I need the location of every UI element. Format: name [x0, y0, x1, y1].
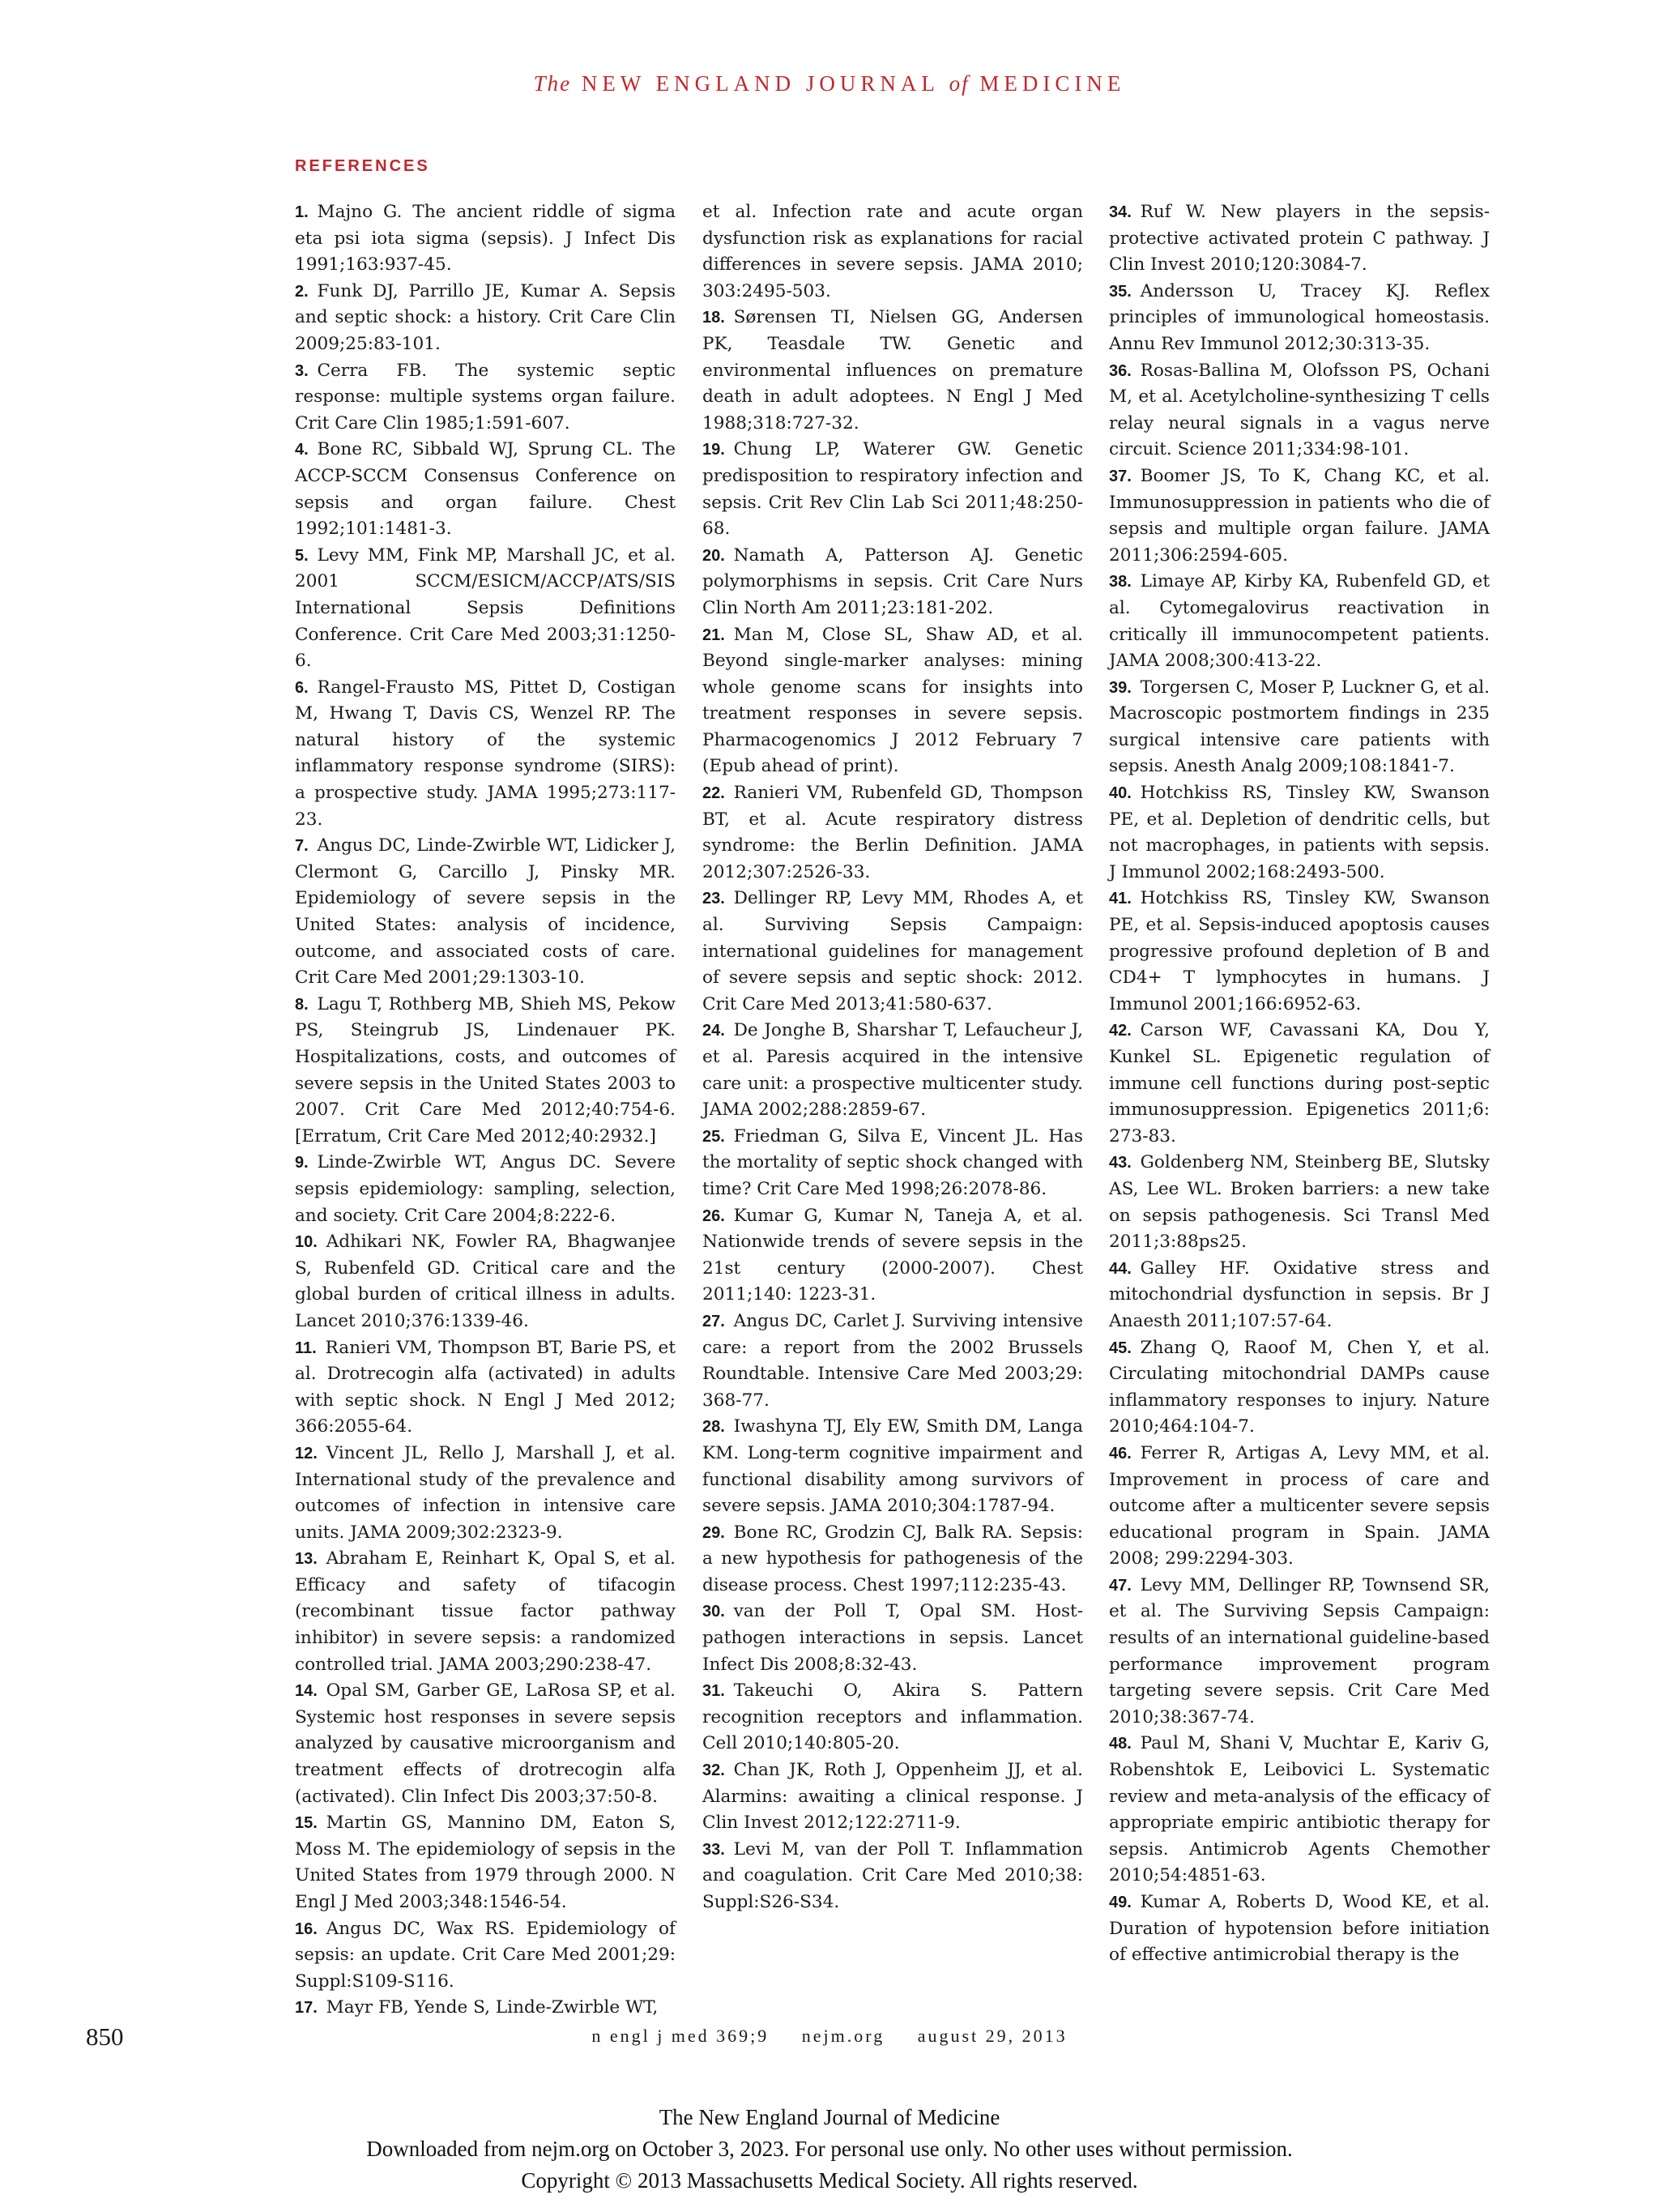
- reference-number: 39.: [1109, 678, 1132, 697]
- reference-text: Boomer JS, To K, Chang KC, et al. Immunosuppression in patients who die of sepsis and multiple organ failure. JAMA 2011;306:2594-605.: [1109, 465, 1490, 566]
- reference-text: Bone RC, Grodzin CJ, Balk RA. Sepsis: a new hypothesis for pathogenesis of the disease process. Chest 1997;112:235-43.: [702, 1522, 1083, 1595]
- reference-entry: [295, 992, 676, 1151]
- reference-text: Dellinger RP, Levy MM, Rhodes A, et al. Surviving Sepsis Campaign: international guidelines for management of severe sepsis and septic shock: 2012. Crit Care Med 2013;41:580-637.: [702, 888, 1083, 1014]
- reference-entry: [295, 1150, 676, 1229]
- reference-entry: [1109, 1441, 1490, 1573]
- reference-entry: [1109, 279, 1490, 358]
- reference-number: 1.: [295, 203, 309, 221]
- reference-text: Martin GS, Mannino DM, Eaton S, Moss M. The epidemiology of sepsis in the United States from 1979 through 2000. N Engl J Med 2003;348:1546-54.: [295, 1813, 676, 1912]
- reference-text: Rosas-Ballina M, Olofsson PS, Ochani M, et al. Acetylcholine-synthesizing T cells relay neural signals in a vagus nerve circuit. Science 2011;334:98-101.: [1109, 360, 1490, 460]
- reference-entry: [295, 1335, 676, 1441]
- references-heading: REFERENCES: [295, 157, 430, 175]
- reference-text: et al. Infection rate and acute organ dysfunction risk as explanations for racial differences in severe sepsis. JAMA 2010; 303:2495-503.: [702, 202, 1083, 301]
- reference-entry: [295, 1678, 676, 1810]
- reference-text: Bone RC, Sibbald WJ, Sprung CL. The ACCP-SCCM Consensus Conference on sepsis and organ failure. Chest 1992;101:1481-3.: [295, 439, 676, 540]
- download-copyright-line: Copyright © 2013 Massachusetts Medical Society. All rights reserved.: [521, 2168, 1138, 2193]
- reference-number: 6.: [295, 678, 309, 697]
- reference-number: 18.: [702, 309, 725, 327]
- reference-text: Chung LP, Waterer GW. Genetic predisposition to respiratory infection and sepsis. Crit Rev Clin Lab Sci 2011;48:250-68.: [702, 439, 1083, 540]
- reference-number: 21.: [702, 626, 725, 644]
- reference-entry: [295, 675, 676, 834]
- reference-number: 35.: [1109, 282, 1132, 301]
- reference-number: 34.: [1109, 203, 1132, 221]
- reference-entry: [702, 1018, 1083, 1123]
- journal-header-name-b: MEDICINE: [979, 71, 1126, 96]
- reference-entry: [1109, 358, 1490, 463]
- reference-number: 28.: [702, 1418, 725, 1437]
- reference-text: Man M, Close SL, Shaw AD, et al. Beyond single-marker analyses: mining whole genome scans for insights into treatment responses in severe sepsis. Pharmacogenomics J 2012 February 7 (Epub ahead of print).: [702, 624, 1083, 777]
- reference-number: 25.: [702, 1127, 725, 1146]
- reference-entry: [702, 780, 1083, 886]
- footer-citation-line: [0, 2026, 1659, 2047]
- reference-text: Ferrer R, Artigas A, Levy MM, et al. Improvement in process of care and outcome after a multicenter severe sepsis educational program in Spain. JAMA 2008; 299:2294-303.: [1109, 1442, 1490, 1569]
- reference-text: Majno G. The ancient riddle of sigma eta psi iota sigma (sepsis). J Infect Dis 1991;163:937-45.: [295, 202, 676, 275]
- reference-number: 5.: [295, 546, 309, 565]
- reference-text: Paul M, Shani V, Muchtar E, Kariv G, Robenshtok E, Leibovici L. Systematic review and meta-analysis of the efficacy of appropriate empiric antibiotic therapy for sepsis. Antimicrob Agents Chemother 2010;54:4851-63.: [1109, 1733, 1490, 1886]
- reference-entry: [702, 437, 1083, 542]
- reference-entry: [1109, 1335, 1490, 1441]
- reference-entry: [295, 1441, 676, 1546]
- reference-number: 7.: [295, 837, 309, 856]
- reference-text: Hotchkiss RS, Tinsley KW, Swanson PE, et al. Depletion of dendritic cells, but not macrophages, in patients with sepsis. J Immunol 2002;168:2493-500.: [1109, 783, 1490, 882]
- reference-entry: [295, 279, 676, 358]
- reference-entry: [295, 1546, 676, 1678]
- reference-entry: [702, 543, 1083, 622]
- reference-number: 38.: [1109, 573, 1132, 591]
- reference-text: Iwashyna TJ, Ely EW, Smith DM, Langa KM. Long-term cognitive impairment and functional disability among survivors of severe sepsis. JAMA 2010;304:1787-94.: [702, 1416, 1083, 1517]
- reference-entry: [295, 1229, 676, 1334]
- reference-entry: [1109, 780, 1490, 886]
- download-notice: [0, 2102, 1659, 2197]
- reference-number: 20.: [702, 546, 725, 565]
- reference-text: Lagu T, Rothberg MB, Shieh MS, Pekow PS, Steingrub JS, Lindenauer PK. Hospitalizations, costs, and outcomes of severe sepsis in the United States 2003 to 2007. Crit Care Med 2012;40:754-6. [Erratum, Crit Care Med 2012;40:2932.]: [295, 993, 676, 1147]
- reference-number: 30.: [702, 1603, 725, 1621]
- reference-number: 49.: [1109, 1894, 1132, 1911]
- reference-number: 48.: [1109, 1735, 1132, 1753]
- reference-number: 8.: [295, 995, 309, 1014]
- reference-entry: [1109, 675, 1490, 780]
- reference-entry: [1109, 886, 1490, 1018]
- reference-entry: [702, 622, 1083, 781]
- reference-text: Takeuchi O, Akira S. Pattern recognition receptors and inflammation. Cell 2010;140:805-20.: [702, 1680, 1083, 1754]
- reference-entry: [295, 1995, 676, 2022]
- reference-text: Angus DC, Linde-Zwirble WT, Lidicker J, Clermont G, Carcillo J, Pinsky MR. Epidemiology of severe sepsis in the United States: analysis of incidence, outcome, and associated costs of care. Crit Care Med 2001;29:1303-10.: [295, 835, 676, 989]
- reference-entry: [702, 1757, 1083, 1837]
- reference-number: 29.: [702, 1523, 725, 1542]
- reference-number: 24.: [702, 1022, 725, 1040]
- reference-number: 32.: [702, 1761, 725, 1780]
- references-column-2: [702, 199, 1083, 1916]
- reference-number: 4.: [295, 441, 309, 459]
- reference-number: 10.: [295, 1233, 318, 1252]
- reference-text: Angus DC, Wax RS. Epidemiology of sepsis: an update. Crit Care Med 2001;29: Suppl:S109-S116.: [295, 1918, 676, 1992]
- reference-text: Carson WF, Cavassani KA, Dou Y, Kunkel SL. Epigenetic regulation of immune cell functions during post-septic immunosuppression. Epigenetics 2011;6: 273-83.: [1109, 1020, 1490, 1147]
- reference-entry: [295, 437, 676, 542]
- references-column-3: [1109, 199, 1490, 1969]
- references-column-1: [295, 199, 676, 2022]
- reference-entry: [1109, 1256, 1490, 1335]
- reference-text: Ranieri VM, Thompson BT, Barie PS, et al. Drotrecogin alfa (activated) in adults with septic shock. N Engl J Med 2012; 366:2055-64.: [295, 1337, 676, 1437]
- reference-number: 31.: [702, 1682, 725, 1701]
- reference-text: Linde-Zwirble WT, Angus DC. Severe sepsis epidemiology: sampling, selection, and society. Crit Care 2004;8:222-6.: [295, 1152, 676, 1226]
- reference-entry: [702, 1837, 1083, 1916]
- reference-entry: [295, 1916, 676, 1996]
- reference-entry: [1109, 1018, 1490, 1150]
- reference-text: Ranieri VM, Rubenfeld GD, Thompson BT, et al. Acute respiratory distress syndrome: the Berlin Definition. JAMA 2012;307:2526-33.: [702, 783, 1083, 882]
- journal-header-name-a: NEW ENGLAND JOURNAL: [581, 71, 939, 96]
- reference-number: 36.: [1109, 361, 1132, 380]
- reference-text: Levy MM, Fink MP, Marshall JC, et al. 2001 SCCM/ESICM/ACCP/ATS/SIS International Sepsis Definitions Conference. Crit Care Med 2003;31:1250-6.: [295, 544, 676, 672]
- journal-header-the: The: [533, 71, 572, 96]
- reference-entry: [702, 1309, 1083, 1414]
- reference-number: 26.: [702, 1206, 725, 1225]
- reference-entry: [295, 833, 676, 992]
- reference-text: Opal SM, Garber GE, LaRosa SP, et al. Systemic host responses in severe sepsis analyzed by causative microorganism and treatment effects of drotrecogin alfa (activated). Clin Infect Dis 2003;37:50-8.: [295, 1680, 676, 1807]
- download-journal-name: The New England Journal of Medicine: [659, 2105, 1000, 2129]
- reference-entry: [702, 1599, 1083, 1678]
- reference-entry: [295, 358, 676, 438]
- reference-entry: [1109, 1573, 1490, 1732]
- reference-text: Namath A, Patterson AJ. Genetic polymorphisms in sepsis. Crit Care Nurs Clin North Am 2011;23:181-202.: [702, 544, 1083, 618]
- reference-number: 46.: [1109, 1444, 1132, 1463]
- reference-number: 27.: [702, 1312, 725, 1330]
- reference-number: 17.: [295, 1999, 318, 2018]
- reference-text: Vincent JL, Rello J, Marshall J, et al. International study of the prevalence and outcomes of infection in intensive care units. JAMA 2009;302:2323-9.: [295, 1442, 676, 1543]
- reference-entry: [1109, 463, 1490, 569]
- reference-text: Funk DJ, Parrillo JE, Kumar A. Sepsis and septic shock: a history. Crit Care Clin 2009;25:83-101.: [295, 280, 676, 354]
- footer-site: nejm.org: [801, 2026, 885, 2046]
- reference-text: Adhikari NK, Fowler RA, Bhagwanjee S, Rubenfeld GD. Critical care and the global burden of critical illness in adults. Lancet 2010;376:1339-46.: [295, 1232, 676, 1331]
- reference-text: Levy MM, Dellinger RP, Townsend SR, et al. The Surviving Sepsis Campaign: results of an international guideline-based performance improvement program targeting severe sepsis. Crit Care Med 2010;38:367-74.: [1109, 1574, 1490, 1727]
- reference-entry: [702, 199, 1083, 305]
- reference-number: 9.: [295, 1154, 309, 1172]
- reference-number: 2.: [295, 282, 309, 301]
- reference-text: Levi M, van der Poll T. Inflammation and coagulation. Crit Care Med 2010;38: Suppl:S26-S34.: [702, 1838, 1083, 1912]
- footer-citation: n engl j med 369;9: [591, 2026, 770, 2046]
- reference-entry: [1109, 1150, 1490, 1255]
- reference-number: 33.: [702, 1840, 725, 1859]
- reference-number: 23.: [702, 890, 725, 908]
- reference-entry: [702, 305, 1083, 437]
- reference-text: Kumar G, Kumar N, Taneja A, et al. Nationwide trends of severe sepsis in the 21st century (2000-2007). Chest 2011;140: 1223-31.: [702, 1205, 1083, 1305]
- page-number: 850: [86, 2022, 124, 2051]
- reference-number: 12.: [295, 1444, 318, 1463]
- reference-number: 15.: [295, 1814, 318, 1833]
- reference-entry: [1109, 1731, 1490, 1890]
- reference-text: Hotchkiss RS, Tinsley KW, Swanson PE, et al. Sepsis-induced apoptosis causes progressive profound depletion of B and CD4+ T lymphocytes in humans. J Immunol 2001;166:6952-63.: [1109, 888, 1490, 1014]
- reference-text: Kumar A, Roberts D, Wood KE, et al. Duration of hypotension before initiation of effective antimicrobial therapy is the: [1109, 1892, 1490, 1966]
- reference-entry: [295, 543, 676, 675]
- reference-text: Angus DC, Carlet J. Surviving intensive care: a report from the 2002 Brussels Roundtable. Intensive Care Med 2003;29: 368-77.: [702, 1310, 1083, 1411]
- reference-entry: [1109, 1890, 1490, 1969]
- reference-text: van der Poll T, Opal SM. Host-pathogen interactions in sepsis. Lancet Infect Dis 2008;8:32-43.: [702, 1601, 1083, 1675]
- reference-number: 3.: [295, 361, 309, 380]
- reference-number: 41.: [1109, 890, 1132, 908]
- reference-text: Galley HF. Oxidative stress and mitochondrial dysfunction in sepsis. Br J Anaesth 2011;107:57-64.: [1109, 1258, 1490, 1331]
- reference-entry: [702, 886, 1083, 1018]
- reference-text: Zhang Q, Raoof M, Chen Y, et al. Circulating mitochondrial DAMPs cause inflammatory responses to injury. Nature 2010;464:104-7.: [1109, 1337, 1490, 1437]
- reference-entry: [702, 1414, 1083, 1519]
- reference-number: 45.: [1109, 1339, 1132, 1357]
- reference-text: Rangel-Frausto MS, Pittet D, Costigan M, Hwang T, Davis CS, Wenzel RP. The natural history of the systemic inflammatory response syndrome (SIRS): a prospective study. JAMA 1995;273:117-23.: [295, 677, 676, 830]
- reference-number: 47.: [1109, 1576, 1132, 1595]
- reference-entry: [295, 199, 676, 279]
- reference-entry: [1109, 569, 1490, 674]
- reference-text: Cerra FB. The systemic septic response: multiple systems organ failure. Crit Care Clin 1985;1:591-607.: [295, 360, 676, 433]
- reference-entry: [1109, 199, 1490, 279]
- reference-text: Goldenberg NM, Steinberg BE, Slutsky AS, Lee WL. Broken barriers: a new take on sepsis pathogenesis. Sci Transl Med 2011;3:88ps25.: [1109, 1152, 1490, 1253]
- reference-entry: [702, 1520, 1083, 1599]
- reference-number: 14.: [295, 1682, 318, 1701]
- reference-number: 13.: [295, 1550, 318, 1569]
- reference-text: Chan JK, Roth J, Oppenheim JJ, et al. Alarmins: awaiting a clinical response. J Clin Invest 2012;122:2711-9.: [702, 1760, 1083, 1834]
- reference-number: 19.: [702, 441, 725, 459]
- journal-header: [0, 71, 1659, 96]
- reference-entry: [702, 1678, 1083, 1757]
- reference-text: Andersson U, Tracey KJ. Reflex principles of immunological homeostasis. Annu Rev Immunol 2012;30:313-35.: [1109, 280, 1490, 354]
- reference-number: 42.: [1109, 1022, 1132, 1040]
- journal-header-of: of: [949, 71, 970, 96]
- reference-text: Friedman G, Silva E, Vincent JL. Has the mortality of septic shock changed with time? Crit Care Med 1998;26:2078-86.: [702, 1125, 1083, 1199]
- reference-number: 22.: [702, 784, 725, 803]
- reference-text: Abraham E, Reinhart K, Opal S, et al. Efficacy and safety of tifacogin (recombinant tissue factor pathway inhibitor) in severe sepsis: a randomized controlled trial. JAMA 2003;290:238-47.: [295, 1548, 676, 1675]
- reference-text: De Jonghe B, Sharshar T, Lefaucheur J, et al. Paresis acquired in the intensive care unit: a prospective multicenter study. JAMA 2002;288:2859-67.: [702, 1020, 1083, 1121]
- reference-entry: [295, 1810, 676, 1915]
- reference-number: 40.: [1109, 784, 1132, 803]
- reference-entry: [702, 1203, 1083, 1309]
- reference-number: 16.: [295, 1919, 318, 1938]
- reference-text: Limaye AP, Kirby KA, Rubenfeld GD, et al. Cytomegalovirus reactivation in critically ill immunocompetent patients. JAMA 2008;300:413-22.: [1109, 571, 1490, 672]
- footer-date: august 29, 2013: [917, 2026, 1068, 2046]
- reference-text: Mayr FB, Yende S, Linde-Zwirble WT,: [326, 1997, 659, 2018]
- reference-text: Ruf W. New players in the sepsis-protective activated protein C pathway. J Clin Invest 2010;120:3084-7.: [1109, 202, 1490, 275]
- download-permission-line: Downloaded from nejm.org on October 3, 2023. For personal use only. No other uses without permission.: [366, 2137, 1293, 2161]
- reference-entry: [702, 1124, 1083, 1203]
- reference-text: Torgersen C, Moser P, Luckner G, et al. Macroscopic postmortem findings in 235 surgical intensive care patients with sepsis. Anesth Analg 2009;108:1841-7.: [1109, 677, 1490, 777]
- reference-number: 37.: [1109, 467, 1132, 485]
- reference-number: 43.: [1109, 1154, 1132, 1172]
- reference-number: 11.: [295, 1339, 317, 1357]
- reference-number: 44.: [1109, 1259, 1132, 1278]
- reference-text: Sørensen TI, Nielsen GG, Andersen PK, Teasdale TW. Genetic and environmental influences on premature death in adult adoptees. N Engl J Med 1988;318:727-32.: [702, 307, 1083, 433]
